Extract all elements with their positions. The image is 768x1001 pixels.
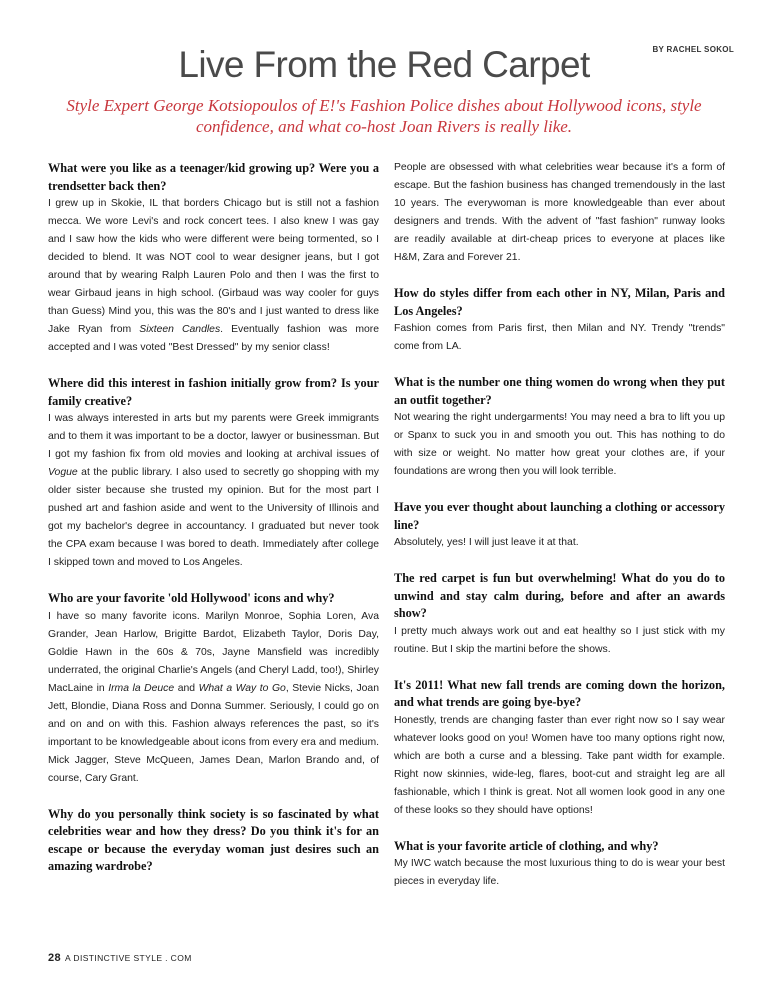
question-7: Have you ever thought about launching a clothing or accessory line? (394, 500, 725, 532)
page-footer (48, 952, 192, 964)
answer-4: People are obsessed with what celebrities wear because it's a form of escape. But the fashion business has changed tremendously in the last 10 years. The everywoman is more knowledgeable than ever about designers and trends. With the advent of "fast fashion" runway looks are readily available at dirt-cheap prices to everyone at places like H&M, Zara and Forever 21. (394, 162, 725, 263)
answer-10: My IWC watch because the most luxurious thing to do is wear your best pieces in everyday life. (394, 858, 725, 887)
page-title: Live From the Red Carpet (178, 44, 590, 85)
answer-1-film-title: Sixteen Candles (139, 324, 221, 335)
answer-7: Absolutely, yes! I will just leave it at that. (394, 537, 579, 548)
question-3: Who are your favorite 'old Hollywood' icons and why? (48, 591, 335, 605)
byline: BY RACHEL SOKOL (652, 45, 734, 54)
answer-3-film-title-2: What a Way to Go (198, 682, 286, 694)
answer-2-magazine-title: Vogue (48, 467, 78, 478)
answer-3-text-c: , Stevie Nicks, Joan Jett, Blondie, Diana Ross and Donna Summer. Seriously, I could go on and on and on with this. Fashion always references the past, so it's important to be knowledgeable about icons from every era and medium. Mick Jagger, Steve McQueen, James Dean, Marlon Brando and, of course, Cary Grant. (48, 682, 379, 784)
answer-6: Not wearing the right undergarments! You may need a bra to lift you up or Spanx to suck you in and smooth you out. This has nothing to do with size or weight. No matter how great your clothes are, if your foundations are wrong then you will look terrible. (394, 412, 725, 477)
answer-8: I pretty much always work out and eat healthy so I just stick with my routine. But I skip the martini before the shows. (394, 625, 725, 655)
answer-9: Honestly, trends are changing faster than ever right now so I say wear whatever looks good on you! Women have too many options right now, which are both a curse and a blessing. Take pant width for example. Right now skinnies, wide-leg, flares, boot-cut and straight leg are all fashionable, which I think is great. Not all women look good in any one of these looks so they should have options! (394, 714, 725, 816)
answer-2-text-b: at the public library. I also used to secretly go shopping with my older sister because she trusted my opinion. But for the most part I pushed art and fashion aside and went to the University of Illinois and got my bachelor's degree in accountancy. I graduated but never took the CPA exam because I was bored to death. Immediately after college I skipped town and moved to Los Angeles. (48, 467, 379, 568)
question-5: How do styles differ from each other in NY, Milan, Paris and Los Angeles? (394, 286, 725, 318)
answer-1-text-b: . Eventually fashion was more accepted and I was voted "Best Dressed" by my senior class! (48, 324, 379, 353)
page-number: 28 (48, 952, 62, 964)
answer-3 (48, 608, 379, 788)
subtitle: Style Expert George Kotsiopoulos of E!'s Fashion Police dishes about Hollywood icons, style confidence, and what co-host Joan Rivers is really like. (66, 96, 702, 136)
question-4: Why do you personally think society is so fascinated by what celebrities wear and how they dress? Do you think it's for an escape or because the everyday woman just desires such an amazing wardrobe? (48, 806, 379, 873)
answer-1-text-a: I grew up in Skokie, IL that borders Chicago but is still not a fashion mecca. We wore Levi's and rock concert tees. I also knew I was gay and I saw how the kids who were different were being tormented, so I decided to blend. It was NOT cool to wear designer jeans, but I got around that by wearing Ralph Lauren Polo and then I was the first to wear Girbaud jeans in high school. (Girbaud was way cooler for guys than Guess) Mind you, this was the 80's and I just wanted to dress like Jake Ryan from (48, 198, 379, 335)
question-9: It's 2011! What new fall trends are coming down the horizon, and what trends are going bye-bye? (394, 677, 725, 709)
question-10: What is your favorite article of clothing, and why? (394, 838, 659, 853)
answer-5: Fashion comes from Paris first, then Milan and NY. Trendy "trends" come from LA. (394, 323, 725, 352)
answer-3-text-b: and (174, 682, 199, 694)
question-2: Where did this interest in fashion initially grow from? Is your family creative? (48, 376, 379, 408)
publication-name: A DISTINCTIVE STYLE . COM (65, 953, 192, 963)
left-column (48, 160, 379, 876)
right-column (394, 159, 725, 891)
question-8: The red carpet is fun but overwhelming! What do you do to unwind and stay calm during, before and after an awards show? (394, 571, 725, 620)
answer-3-text-a: I have so many favorite icons. Marilyn Monroe, Sophia Loren, Ava Grander, Jean Harlow, Brigitte Bardot, Elizabeth Taylor, Doris Day, Goldie Hawn in the 60s & 70s, Jayne Mansfield was incredibly underrated, the original Charlie's Angels (and Cheryl Ladd, too!), Shirley MacLaine in (48, 610, 379, 694)
question-1: What were you like as a teenager/kid growing up? Were you a trendsetter back then? (48, 161, 379, 193)
question-6: What is the number one thing women do wrong when they put an outfit together? (394, 375, 725, 407)
answer-2 (48, 410, 379, 572)
answer-1 (48, 195, 379, 357)
answer-2-text-a: I was always interested in arts but my parents were Greek immigrants and to them it was important to be a doctor, lawyer or businessman. But I got my fashion fix from old movies and looking at archival issues of (48, 413, 379, 460)
answer-3-film-title-1: Irma la Deuce (108, 682, 175, 694)
